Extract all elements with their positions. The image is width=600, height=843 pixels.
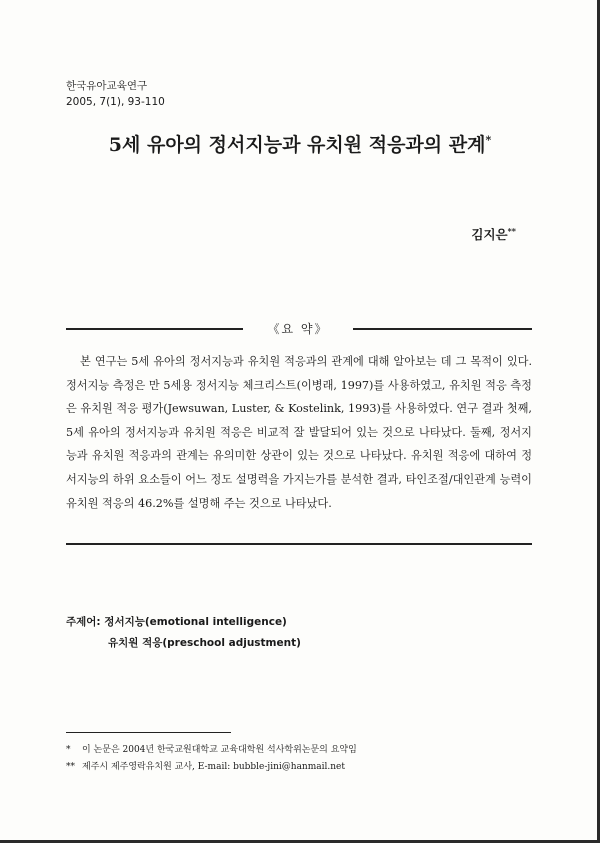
paper-title xyxy=(0,130,600,157)
footnote-mark: * xyxy=(66,745,71,755)
abstract-paragraph: 본 연구는 5세 유아의 정서지능과 유치원 적응과의 관계에 대해 알아보는 데 그 목적이 있다. 정서지능 측정은 만 5세용 정서지능 체크리스트(이병래, 1997)를 사용하였고, 유치원 적응 측정은 유치원 적응 평가(Jewsuwan, Luster, & Kostelink, 1993)를 사용하였다. 연구 결과 첫째, 5세 유아의 정서지능과 유치원 적응은 비교적 잘 발달되어 있는 것으로 나타났다. 둘째, 정서지능과 유치원 적응과의 관계는 유의미한 상관이 있는 것으로 나타났다. 유치원 적응에 대하여 정서지능의 하위 요소들이 어느 정도 설명력을 가지는가를 분석한 결과, 타인조절/대인관계 능력이 유치원 적응의 46.2%를 설명해 주는 것으로 나타났다. xyxy=(66,355,532,510)
author-footnote-mark: ** xyxy=(507,225,516,236)
footnotes xyxy=(66,742,357,776)
author-name: 김지은 xyxy=(471,227,508,242)
journal-name: 한국유아교육연구 xyxy=(66,80,148,92)
keyword-item: 정서지능(emotional intelligence) xyxy=(104,616,287,628)
footnote xyxy=(66,742,357,759)
abstract-body xyxy=(66,350,532,515)
journal-citation: 2005, 7(1), 93-110 xyxy=(66,96,165,108)
abstract-heading xyxy=(66,318,532,338)
footnote xyxy=(66,759,357,776)
abstract-heading-label: 《요 약》 xyxy=(267,322,329,336)
footnote-mark: ** xyxy=(66,762,75,772)
abstract-rule-right xyxy=(353,328,532,330)
keyword-item: 유치원 적응(preschool adjustment) xyxy=(108,637,301,649)
footnote-rule xyxy=(66,732,231,733)
abstract-rule-left xyxy=(66,328,243,330)
footnote-text: 제주시 제주영락유치원 교사, E-mail: bubble-jini@hanmail.net xyxy=(82,762,345,772)
author xyxy=(471,225,516,243)
keywords xyxy=(66,612,301,654)
paper-title-text: 5세 유아의 정서지능과 유치원 적응과의 관계 xyxy=(108,134,486,156)
keywords-label: 주제어: xyxy=(66,616,101,628)
title-footnote-mark: * xyxy=(485,133,492,147)
abstract-bottom-rule xyxy=(66,543,532,545)
footnote-text: 이 논문은 2004년 한국교원대학교 교육대학원 석사학위논문의 요약임 xyxy=(82,745,357,755)
journal-info xyxy=(66,78,165,110)
